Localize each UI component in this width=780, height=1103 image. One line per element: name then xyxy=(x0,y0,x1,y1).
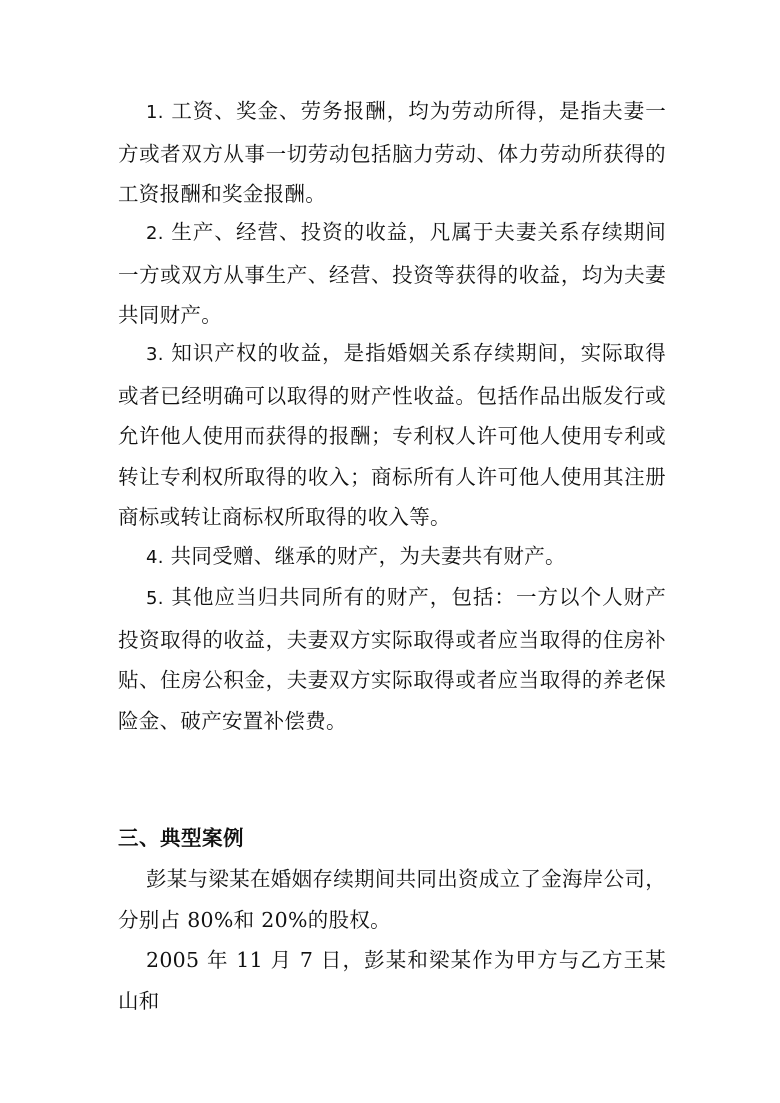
list-item-text: 工资、奖金、劳务报酬，均为劳动所得，是指夫妻一方或者双方从事一切劳动包括脑力劳动、体力劳动所获得的工资报酬和奖金报酬。 xyxy=(118,99,666,206)
list-item-text: 其他应当归共同所有的财产，包括：一方以个人财产投资取得的收益，夫妻双方实际取得或者应当取得的住房补贴、住房公积金，夫妻双方实际取得或者应当取得的养老保险金、破产安置补偿费。 xyxy=(118,585,666,733)
case-paragraph-2: 2005 年 11 月 7 日，彭某和梁某作为甲方与乙方王某山和 xyxy=(118,948,666,1013)
list-item-3 xyxy=(118,333,666,538)
list-item-text: 知识产权的收益，是指婚姻关系存续期间，实际取得或者已经明确可以取得的财产性收益。包括作品出版发行或允许他人使用而获得的报酬；专利权人许可他人使用专利或转让专利权所取得的收入；商标所有人许可他人使用其注册商标或转让商标权所取得的收入等。 xyxy=(118,341,666,529)
list-item-2 xyxy=(118,212,666,336)
list-item-number: 1. xyxy=(146,102,164,123)
section-heading: 三、典型案例 xyxy=(118,826,244,850)
list-item-text: 共同受赠、继承的财产，为夫妻共有财产。 xyxy=(170,544,566,568)
list-item-number: 3. xyxy=(146,344,164,365)
case-paragraph-1: 彭某与梁某在婚姻存续期间共同出资成立了金海岸公司，分别占 80%和 20%的股权。 xyxy=(118,867,666,932)
list-item-number: 2. xyxy=(146,223,164,244)
list-item-text: 生产、经营、投资的收益，凡属于夫妻关系存续期间一方或双方从事生产、经营、投资等获得的收益，均为夫妻共同财产。 xyxy=(118,220,666,327)
list-item-number: 5. xyxy=(146,588,164,609)
list-item-5 xyxy=(118,577,666,741)
list-item-4 xyxy=(118,536,666,579)
list-item-number: 4. xyxy=(146,547,164,568)
list-item-1 xyxy=(118,91,666,215)
